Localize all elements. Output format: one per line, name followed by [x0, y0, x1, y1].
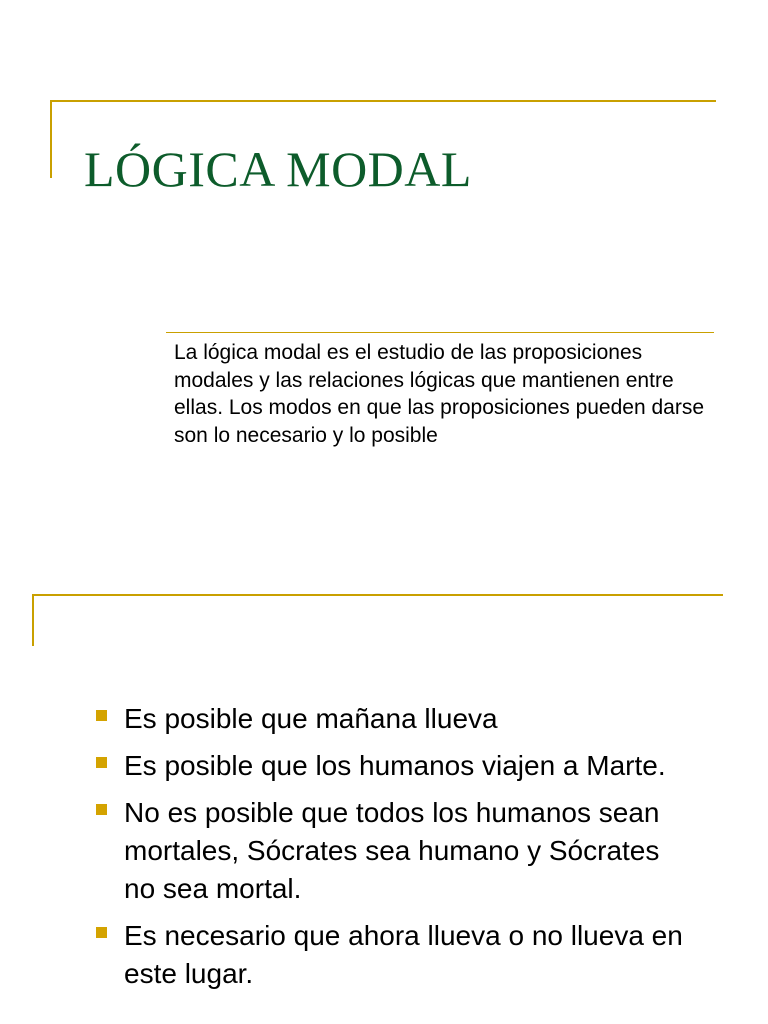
title-accent-line [32, 594, 723, 596]
title-accent-bar [32, 594, 34, 646]
bullet-item [96, 917, 696, 993]
bullet-item [96, 794, 696, 908]
bullet-list [96, 700, 696, 1002]
title-accent-bar [50, 100, 52, 178]
bullet-text: Es posible que los humanos viajen a Marte. [124, 750, 666, 781]
slide-2 [0, 560, 768, 1024]
bullet-text: Es posible que mañana llueva [124, 703, 498, 734]
bullet-item [96, 700, 696, 738]
square-bullet-icon [96, 757, 107, 768]
slide-title: LÓGICA MODAL [84, 141, 472, 197]
slide-subtitle: La lógica modal es el estudio de las proposiciones modales y las relaciones lógicas que mantienen entre ellas. Los modos en que las proposiciones pueden darse son lo necesario y lo posible [174, 341, 705, 447]
square-bullet-icon [96, 927, 107, 938]
title-accent-line [50, 100, 716, 102]
square-bullet-icon [96, 804, 107, 815]
bullet-text: No es posible que todos los humanos sean mortales, Sócrates sea humano y Sócrates no sea mortal. [124, 797, 660, 904]
bullet-item [96, 747, 696, 785]
subtitle-divider [166, 332, 714, 333]
bullet-text: Es necesario que ahora llueva o no llueva en este lugar. [124, 920, 683, 989]
square-bullet-icon [96, 710, 107, 721]
